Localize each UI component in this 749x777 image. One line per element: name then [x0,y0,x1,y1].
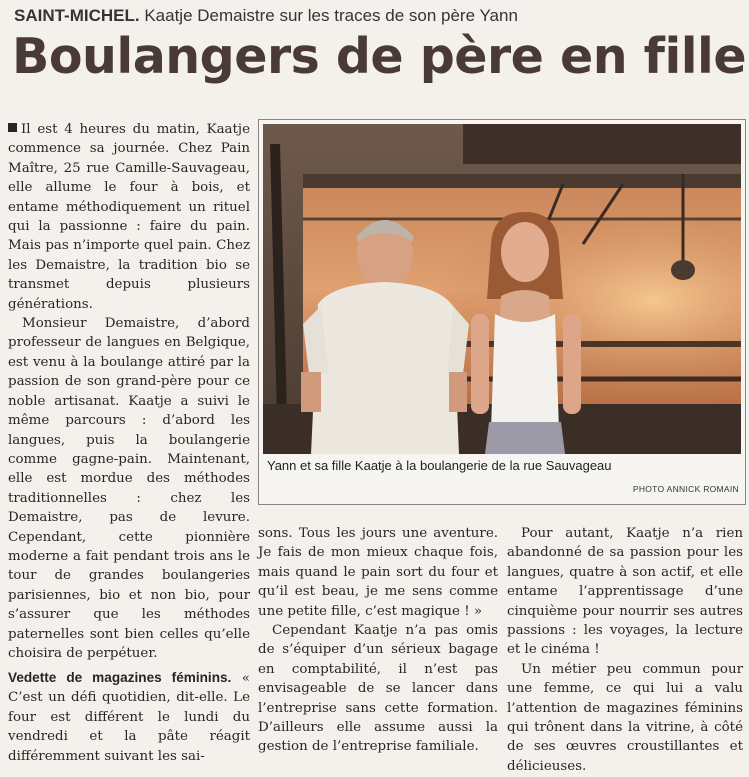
article-kicker [14,6,518,26]
paragraph-background: Monsieur Demaistre, d’abord professeur de langues en Belgique, est venu à la boulange attiré par la passion de son grand-père pour ce noble artisanat. Kaatje a suivi le même parcours : d’abord les langues, puis la boulangerie comme gagne-pain. Maintenant, elle est mordue des méthodes traditionnelles : chez les Demaistre, pas de levure. Cependant, cette pionnière moderne a fait pendant trois ans le tour de grandes boulangeries parisiennes, bio et non bio, pour s’assurer que les méthodes paternelles sont bien celles qu’elle choisira de perpétuer. [8,316,250,661]
paragraph-vedette [8,668,250,766]
paragraph-col2-2: Cependant Kaatje n’a pas omis de s’équiper d’un sérieux bagage en comptabilité, il n’est pas envisageable de se lancer dans l’entreprise sans cette formation. D’ailleurs elle assume aussi la gestion de l’entreprise familiale. [258,623,498,755]
paragraph-col3-1: Pour autant, Kaatje n’a rien abandonné de sa passion pour les langues, quatre à son actif, et elle entame l’apprentissage d’une cinquième pour nourrir ses autres passions : les voyages, la lecture et le cinéma ! [507,526,743,658]
photo-credit: PHOTO ANNICK ROMAIN [632,484,739,494]
kicker-place: SAINT-MICHEL. [14,6,140,25]
paragraph-col2-1: sons. Tous les jours une aventure. Je fais de mon mieux chaque fois, mais quand le pain sort du four et qu’il est beau, je me sens comme une petite fille, c’est magique ! » [258,526,498,619]
article-headline: Boulangers de père en fille [12,28,747,85]
subheading: Vedette de magazines féminins. [8,670,232,685]
bullet-icon [8,123,17,132]
paragraph-col3-2: Un métier peu commun pour une femme, ce qui lui a valu l’attention de magazines féminins qui trônent dans la vitrine, à côté de ses œuvres croustillantes et délicieuses. [507,661,743,774]
column-2 [258,524,498,757]
photo-caption: Yann et sa fille Kaatje à la boulangerie de la rue Sauvageau [267,458,612,473]
paragraph-vedette-text: « C’est un défi quotidien, dit-elle. Le four est différent le lundi du vendredi et la pâte réagit différemment suivant les sai- [8,671,250,764]
bakery-photo-illustration [263,124,741,454]
column-1-lower [8,668,250,766]
kicker-text: Kaatje Demaistre sur les traces de son père Yann [139,6,518,25]
photo-box [258,119,746,505]
column-1 [8,120,250,663]
paragraph-intro [8,120,250,314]
paragraph-intro-text: Il est 4 heures du matin, Kaatje commence sa journée. Chez Pain Maître, 25 rue Camille-Sauvageau, elle allume le four à bois, et entame méthodiquement un rituel qui la passionne : faire du pain. Mais pas n’importe quel pain. Chez les Demaistre, la tradition bio se transmet depuis plusieurs générations. [8,122,250,312]
column-3 [507,524,743,776]
bakery-photo [263,124,741,454]
